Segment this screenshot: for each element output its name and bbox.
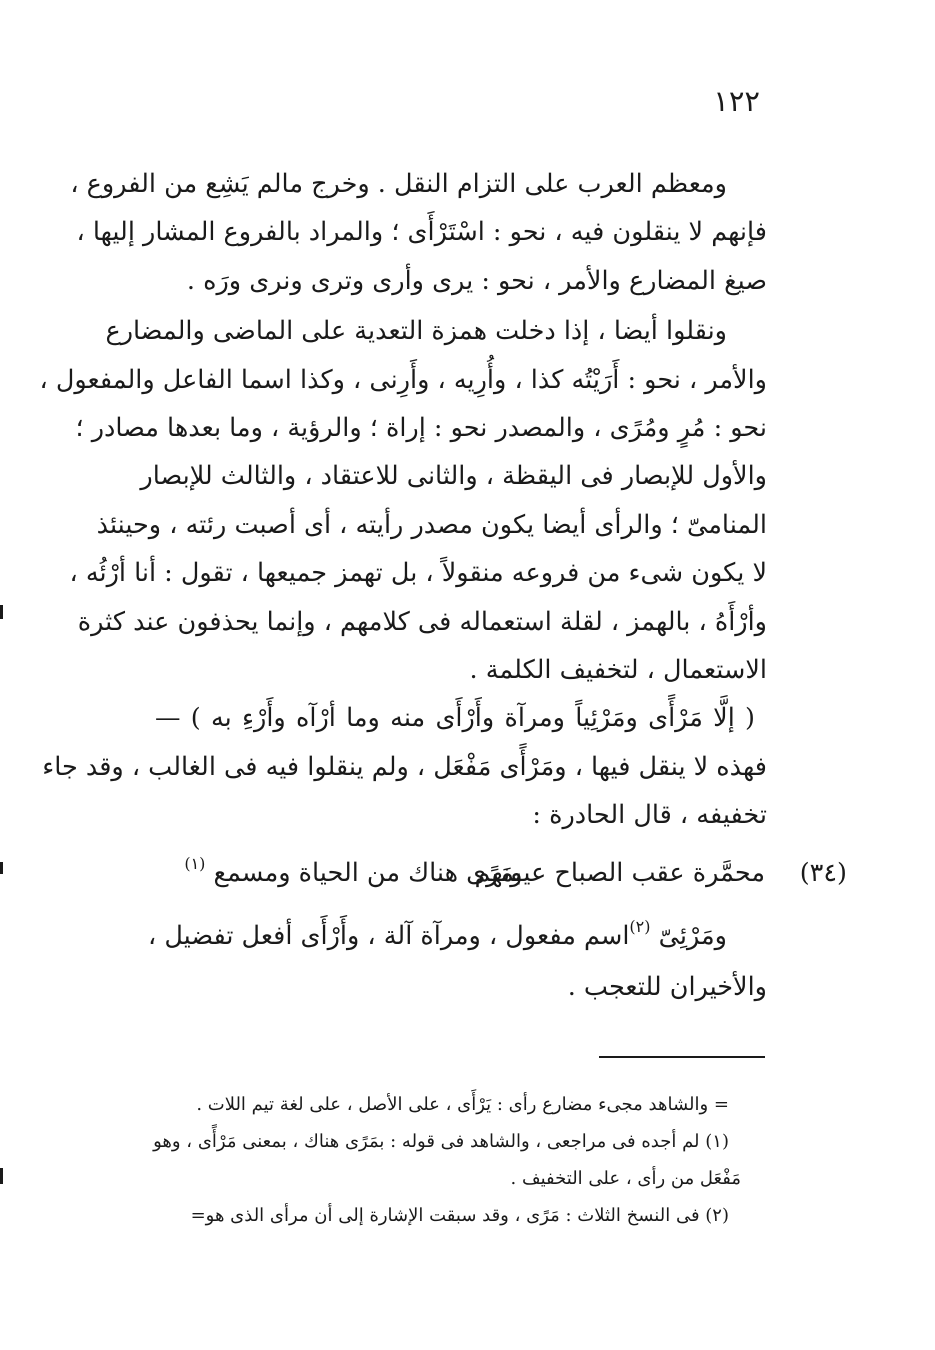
footnote-line: (٢) فى النسخ الثلاث : مَرًى ، وقد سبقت الإشارة إلى أن مرأى الذى هو= [190, 1205, 729, 1226]
text-line: المنامىّ ؛ والرأى أيضا يكون مصدر رأيته ، أى أصبت رئته ، وحينئذ [96, 509, 767, 540]
text-line: لا يكون شىء من فروعه منقولاً ، بل تهمز جميعها ، تقول : أنا أرْئُه ، [69, 558, 767, 589]
text-line: نحو : مُرٍ ومُرًى ، والمصدر نحو : إراة ؛ والرؤية ، وما بعدها مصادر ؛ [75, 413, 767, 444]
scan-margin-mark [0, 862, 3, 874]
text-line: والأمر ، نحو : أَرَيْتُه كذا ، وأُرِيه ، وأَرِنى ، وكذا اسما الفاعل والمفعول ، [39, 364, 767, 395]
page-number: ١٢٢ [713, 84, 760, 118]
footnote-line: = والشاهد مجىء مضارع رأى : يَرْأَى ، على الأصل ، على لغة تيم اللات . [196, 1094, 729, 1115]
text-line [148, 912, 767, 963]
footnote-reference: (٢) [629, 917, 651, 936]
text-line: ونقلوا أيضا ، إذا دخلت همزة التعدية على الماضى والمضارع [105, 316, 727, 347]
footnote-reference: (١) [184, 854, 206, 873]
scan-margin-mark [0, 605, 3, 619]
text-line: صيغ المضارع والأمر ، نحو : يرى وأرى وترى ونرى ورَه . [186, 265, 767, 296]
text-line: فهذه لا ينقل فيها ، ومَرْأًى مَفْعَل ، ولم ينقلوا فيه فى الغالب ، وقد جاء [42, 751, 767, 782]
verse-hemistich-first: محمَّرة عقب الصباح عيونهم [474, 858, 765, 888]
text-after-verse [148, 912, 767, 1012]
verse-row [87, 850, 847, 906]
text-line: ومعظم العرب على التزام النقل . وخرج مالم يَشِع من الفروع ، [70, 169, 727, 199]
verse-number: (٣٤) [799, 858, 847, 888]
text-segment: اسم مفعول ، ومرآة آلة ، وأَرْأَى أفعل تفضيل ، [148, 921, 630, 951]
text-line: والأخيران للتعجب . [567, 972, 767, 1003]
verse-hemistich-second-text: بمَرًى هناك من الحياة ومسمع [213, 858, 522, 888]
text-line: ( إلَّا مَرْأًى ومَرْئِياً ومرآة وأَرْأَى منه وما أرْآه وأَرْءِ به ) — [155, 703, 755, 734]
footnote-line: (١) لم أجده فى مراجعى ، والشاهد فى قوله : بمَرًى هناك ، بمعنى مَرْأًى ، وهو [153, 1131, 729, 1152]
verse-hemistich-second [184, 854, 522, 888]
text-line: وأرْأَهُ ، بالهمز ، لقلة استعماله فى كلامهم ، وإنما يحذفون عند كثرة [77, 606, 767, 637]
text-line: الاستعمال ، لتخفيف الكلمة . [469, 655, 767, 686]
text-segment: ومَرْئِىّ [650, 921, 727, 951]
footnotes [152, 1086, 741, 1234]
text-line: فإنهم لا ينقلون فيه ، نحو : اسْتَرْأَى ؛ والمراد بالفروع المشار إليها ، [76, 217, 767, 248]
text-line: تخفيفه ، قال الحادرة : [532, 800, 767, 831]
text-line: والأول للإبصار فى اليقظة ، والثانى للاعتقاد ، والثالث للإبصار [140, 461, 767, 492]
footnote-line: مَفْعَل من رأى ، على التخفيف . [510, 1168, 741, 1189]
footnote-separator [599, 1056, 765, 1058]
scan-margin-mark [0, 1168, 3, 1184]
main-text [39, 160, 767, 840]
